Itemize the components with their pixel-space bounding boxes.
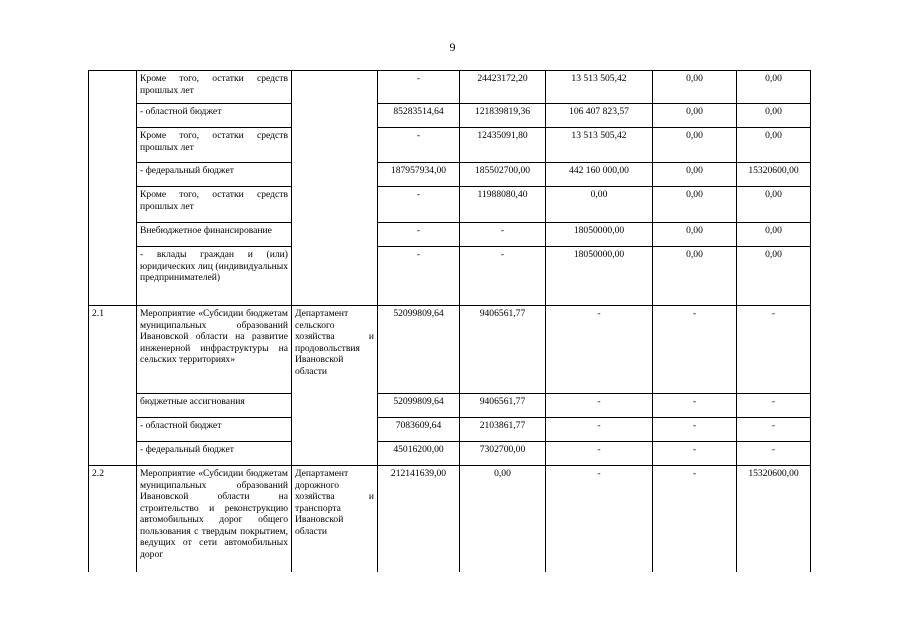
row-name: - областной бюджет xyxy=(137,104,292,128)
value-cell: 52099809,64 xyxy=(378,394,460,418)
row-name: бюджетные ассигнования xyxy=(137,394,292,418)
value-cell: - xyxy=(378,247,460,306)
value-cell: 15320600,00 xyxy=(737,163,811,187)
table-row xyxy=(89,71,811,104)
row-name: Кроме того, остатки средств прошлых лет xyxy=(137,187,292,223)
row-name: - вклады граждан и (или) юридических лиц (индивидуальных предпринимателей) xyxy=(137,247,292,306)
value-cell: 187957934,00 xyxy=(378,163,460,187)
value-cell: 121839819,36 xyxy=(460,104,546,128)
code-cell-empty xyxy=(89,71,137,306)
value-cell: 7302700,00 xyxy=(460,442,546,466)
measure-code: 2.2 xyxy=(89,466,137,572)
budget-table xyxy=(88,70,811,572)
value-cell: 0,00 xyxy=(737,104,811,128)
value-cell: 106 407 823,57 xyxy=(546,104,653,128)
value-cell: 0,00 xyxy=(653,128,737,163)
value-cell: 0,00 xyxy=(653,187,737,223)
value-cell: 18050000,00 xyxy=(546,223,653,247)
value-cell: - xyxy=(737,394,811,418)
value-cell: 9406561,77 xyxy=(460,394,546,418)
value-cell: 212141639,00 xyxy=(378,466,460,572)
value-cell: - xyxy=(460,223,546,247)
value-cell: 0,00 xyxy=(737,223,811,247)
value-cell: - xyxy=(546,466,653,572)
value-cell: 2103861,77 xyxy=(460,418,546,442)
value-cell: - xyxy=(737,418,811,442)
value-cell: 0,00 xyxy=(653,104,737,128)
value-cell: 15320600,00 xyxy=(737,466,811,572)
row-name: - федеральный бюджет xyxy=(137,442,292,466)
value-cell: - xyxy=(378,71,460,104)
value-cell: 0,00 xyxy=(460,466,546,572)
value-cell: 0,00 xyxy=(653,223,737,247)
value-cell: 52099809,64 xyxy=(378,306,460,394)
row-name: Кроме того, остатки средств прошлых лет xyxy=(137,71,292,104)
value-cell: - xyxy=(378,187,460,223)
row-name: Кроме того, остатки средств прошлых лет xyxy=(137,128,292,163)
value-cell: 185502700,00 xyxy=(460,163,546,187)
row-name: - федеральный бюджет xyxy=(137,163,292,187)
measure-code: 2.1 xyxy=(89,306,137,466)
measure-name: Мероприятие «Субсидии бюджетам муниципальных образований Ивановской области на развитие инженерной инфраструктуры на сельских территориях» xyxy=(137,306,292,394)
value-cell: - xyxy=(378,128,460,163)
table-row xyxy=(89,187,811,223)
value-cell: - xyxy=(378,223,460,247)
value-cell: - xyxy=(546,418,653,442)
value-cell: - xyxy=(460,247,546,306)
value-cell: 0,00 xyxy=(653,247,737,306)
table-row-measure-2-2 xyxy=(89,466,811,572)
value-cell: 24423172,20 xyxy=(460,71,546,104)
page-number: 9 xyxy=(449,40,456,54)
table-row xyxy=(89,104,811,128)
value-cell: 0,00 xyxy=(737,187,811,223)
value-cell: 0,00 xyxy=(546,187,653,223)
table-row xyxy=(89,442,811,466)
value-cell: - xyxy=(546,394,653,418)
value-cell: 12435091,80 xyxy=(460,128,546,163)
value-cell: 13 513 505,42 xyxy=(546,128,653,163)
value-cell: 0,00 xyxy=(737,71,811,104)
value-cell: - xyxy=(737,442,811,466)
measure-name: Мероприятие «Субсидии бюджетам муниципальных образований Ивановской области на строительство и реконструкцию автомобильных дорог общего пользования с твердым покрытием, ведущих от сети автомобильных дорог xyxy=(137,466,292,572)
table-row xyxy=(89,128,811,163)
value-cell: 0,00 xyxy=(737,247,811,306)
row-name: - областной бюджет xyxy=(137,418,292,442)
row-name: Внебюджетное финансирование xyxy=(137,223,292,247)
value-cell: 0,00 xyxy=(653,163,737,187)
table-row xyxy=(89,394,811,418)
measure-executor: Департамент сельского хозяйства и продовольствия Ивановской области xyxy=(292,306,378,466)
table-row xyxy=(89,247,811,306)
table-row-measure-2-1 xyxy=(89,306,811,394)
value-cell: 0,00 xyxy=(737,128,811,163)
value-cell: 45016200,00 xyxy=(378,442,460,466)
measure-executor: Департамент дорожного хозяйства и транспорта Ивановской области xyxy=(292,466,378,572)
table-row xyxy=(89,223,811,247)
value-cell: 7083609,64 xyxy=(378,418,460,442)
value-cell: 442 160 000,00 xyxy=(546,163,653,187)
value-cell: 0,00 xyxy=(653,71,737,104)
value-cell: 85283514,64 xyxy=(378,104,460,128)
value-cell: - xyxy=(737,306,811,394)
table-row xyxy=(89,163,811,187)
value-cell: - xyxy=(653,394,737,418)
value-cell: 13 513 505,42 xyxy=(546,71,653,104)
value-cell: 18050000,00 xyxy=(546,247,653,306)
value-cell: 9406561,77 xyxy=(460,306,546,394)
value-cell: - xyxy=(653,418,737,442)
value-cell: - xyxy=(546,306,653,394)
table-row xyxy=(89,418,811,442)
value-cell: - xyxy=(653,442,737,466)
value-cell: - xyxy=(653,306,737,394)
value-cell: - xyxy=(546,442,653,466)
value-cell: - xyxy=(653,466,737,572)
executor-cell-empty xyxy=(292,71,378,306)
value-cell: 11988080,40 xyxy=(460,187,546,223)
